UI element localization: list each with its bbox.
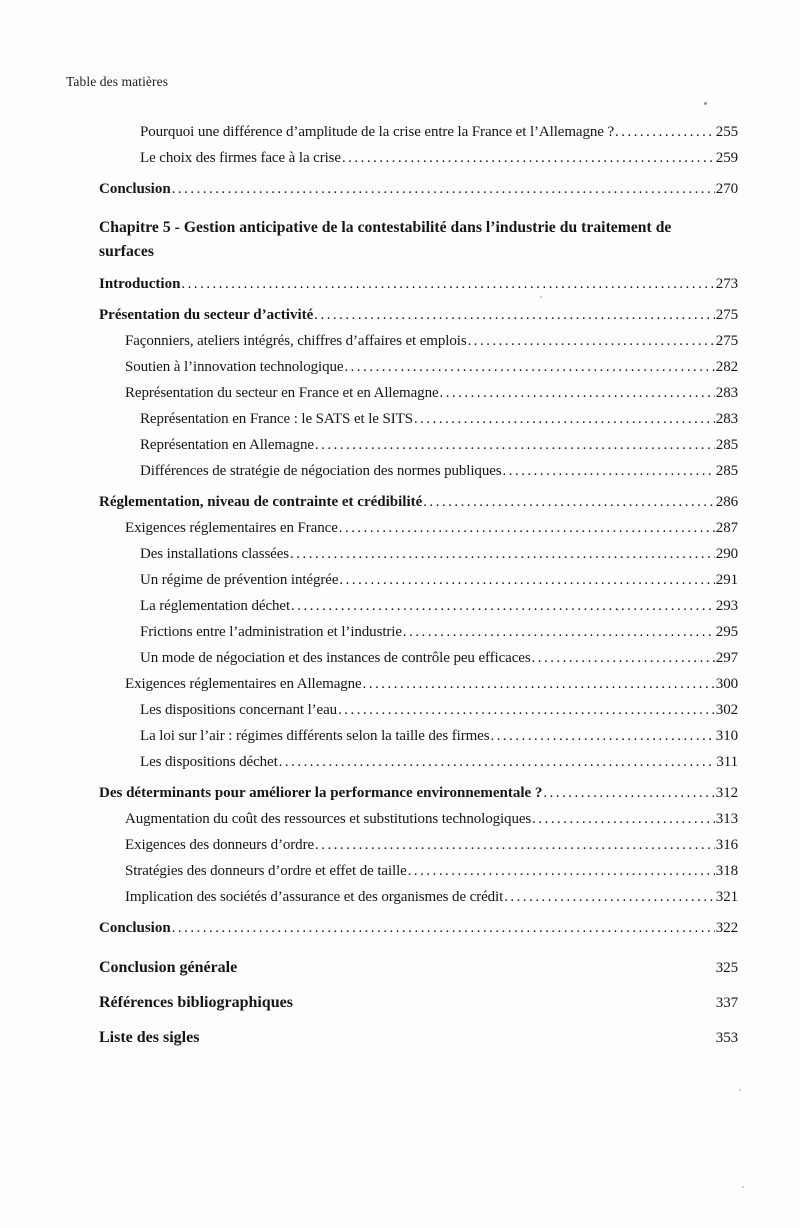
toc-entry-label: Des déterminants pour améliorer la performance environnementale ? (99, 785, 543, 801)
toc-entry-page-number: 283 (715, 411, 738, 427)
toc-entry (99, 723, 738, 749)
toc-entry-label: Stratégies des donneurs d’ordre et effet de taille (125, 863, 407, 879)
toc-entry (99, 749, 738, 775)
toc-entry-label: La réglementation déchet (140, 598, 291, 614)
scan-speck (742, 1186, 744, 1188)
toc-entry-label: Exigences réglementaires en Allemagne (125, 676, 362, 692)
dot-leader (290, 541, 715, 567)
toc-entry-page-number: 321 (715, 889, 738, 905)
toc-entry-page-number: 353 (715, 1030, 738, 1046)
dot-leader (338, 697, 715, 723)
dot-leader (403, 619, 715, 645)
toc-entry-label: Exigences des donneurs d’ordre (125, 837, 315, 853)
toc-entry-page-number: 291 (715, 572, 738, 588)
dot-leader (408, 858, 715, 884)
toc-entry (99, 884, 738, 910)
toc-entry-label: Augmentation du coût des ressources et substitutions technologiques (125, 811, 532, 827)
dot-leader (504, 884, 715, 910)
toc-entry (99, 990, 738, 1016)
toc-entry-page-number: 337 (715, 995, 738, 1011)
toc-entry (99, 271, 738, 297)
toc-entry (99, 119, 738, 145)
chapter-heading: Chapitre 5 - Gestion anticipative de la contestabilité dans l’industrie du traitement de surfaces (99, 219, 672, 260)
toc-entry-page-number: 302 (715, 702, 738, 718)
toc-entry (99, 458, 738, 484)
toc-entry-label: Façonniers, ateliers intégrés, chiffres d’affaires et emplois (125, 333, 467, 349)
toc-entry (99, 593, 738, 619)
toc-entry-page-number: 259 (715, 150, 738, 166)
dot-leader (342, 145, 715, 171)
dot-leader (440, 380, 715, 406)
toc-entry (99, 354, 738, 380)
toc-entry-page-number: 283 (715, 385, 738, 401)
toc-entry (99, 567, 738, 593)
toc-entry (99, 645, 738, 671)
dot-leader (414, 406, 715, 432)
toc-entry (99, 489, 738, 515)
dot-leader (339, 567, 714, 593)
toc-entry-page-number: 325 (715, 960, 738, 976)
toc-entry (99, 406, 738, 432)
table-of-contents (99, 119, 738, 1051)
dot-leader (344, 354, 714, 380)
toc-entry-page-number: 295 (715, 624, 738, 640)
dot-leader (314, 302, 715, 328)
toc-entry-page-number: 287 (715, 520, 738, 536)
toc-entry (99, 915, 738, 941)
dot-leader (532, 806, 715, 832)
toc-entry-page-number: 311 (716, 754, 738, 770)
toc-entry-page-number: 290 (715, 546, 738, 562)
toc-entry (99, 832, 738, 858)
toc-entry (99, 858, 738, 884)
dot-leader (181, 271, 714, 297)
toc-entry (99, 806, 738, 832)
dot-leader (490, 723, 714, 749)
toc-entry-label: Pourquoi une différence d’amplitude de la crise entre la France et l’Allemagne ? (140, 124, 615, 140)
toc-entry-label: Un régime de prévention intégrée (140, 572, 339, 588)
toc-entry (99, 541, 738, 567)
toc-entry-label: Conclusion (99, 181, 171, 197)
toc-entry-page-number: 318 (715, 863, 738, 879)
dot-leader (615, 119, 715, 145)
toc-entry-label: Soutien à l’innovation technologique (125, 359, 344, 375)
toc-entry (99, 697, 738, 723)
toc-entry-label: Représentation en Allemagne (140, 437, 314, 453)
toc-entry (99, 780, 738, 806)
toc-entry-page-number: 273 (715, 276, 738, 292)
toc-entry-page-number: 285 (715, 437, 738, 453)
toc-entry (99, 515, 738, 541)
dot-leader (172, 176, 715, 202)
scan-speck (540, 296, 542, 298)
dot-leader (532, 645, 715, 671)
toc-entry-label: Exigences réglementaires en France (125, 520, 338, 536)
toc-entry-label: Présentation du secteur d’activité (99, 307, 314, 323)
toc-entry (99, 432, 738, 458)
toc-entry-page-number: 286 (715, 494, 738, 510)
toc-entry-page-number: 270 (715, 181, 738, 197)
toc-entry (99, 145, 738, 171)
toc-entry-page-number: 312 (715, 785, 738, 801)
toc-entry-page-number: 316 (715, 837, 738, 853)
dot-leader (172, 915, 715, 941)
scan-speck (739, 1089, 741, 1091)
toc-entry-page-number: 275 (715, 333, 738, 349)
toc-entry-page-number: 255 (715, 124, 738, 140)
toc-entry-label: Représentation du secteur en France et en Allemagne (125, 385, 439, 401)
dot-leader (291, 593, 715, 619)
toc-entry (99, 380, 738, 406)
toc-entry-label: Conclusion (99, 920, 171, 936)
toc-entry-label: Références bibliographiques (99, 994, 293, 1011)
toc-entry-label: Conclusion générale (99, 959, 238, 976)
toc-entry-label: Représentation en France : le SATS et le SITS (140, 411, 413, 427)
dot-leader (279, 749, 716, 775)
toc-entry (99, 302, 738, 328)
dot-leader (315, 832, 715, 858)
toc-entry (99, 328, 738, 354)
dot-leader (468, 328, 715, 354)
toc-entry-page-number: 285 (715, 463, 738, 479)
dot-leader (339, 515, 715, 541)
toc-entry (99, 176, 738, 202)
scan-speck (704, 102, 707, 105)
dot-leader (363, 671, 715, 697)
toc-entry-label: Les dispositions déchet (140, 754, 278, 770)
toc-entry-label: Liste des sigles (99, 1029, 200, 1046)
dot-leader (503, 458, 715, 484)
toc-entry (99, 619, 738, 645)
toc-entry-page-number: 300 (715, 676, 738, 692)
toc-entry-label: Implication des sociétés d’assurance et des organismes de crédit (125, 889, 504, 905)
toc-entry-page-number: 313 (715, 811, 738, 827)
toc-entry-page-number: 282 (715, 359, 738, 375)
toc-entry-label: Introduction (99, 276, 181, 292)
scan-speck (617, 609, 619, 611)
toc-entry-label: La loi sur l’air : régimes différents selon la taille des firmes (140, 728, 490, 744)
toc-entry (99, 671, 738, 697)
toc-entry-label: Un mode de négociation et des instances de contrôle peu efficaces (140, 650, 531, 666)
toc-entry-label: Différences de stratégie de négociation des normes publiques (140, 463, 502, 479)
toc-entry-page-number: 297 (715, 650, 738, 666)
toc-entry-label: Les dispositions concernant l’eau (140, 702, 338, 718)
toc-entry-label: Le choix des firmes face à la crise (140, 150, 341, 166)
toc-entry-page-number: 275 (715, 307, 738, 323)
toc-entry (99, 1025, 738, 1051)
toc-entry-label: Des installations classées (140, 546, 290, 562)
toc-entry (99, 955, 738, 981)
toc-entry-page-number: 322 (715, 920, 738, 936)
toc-entry-page-number: 310 (715, 728, 738, 744)
dot-leader (423, 489, 715, 515)
running-header: Table des matières (66, 74, 169, 89)
dot-leader (543, 780, 714, 806)
toc-entry-label: Frictions entre l’administration et l’industrie (140, 624, 402, 640)
dot-leader (315, 432, 715, 458)
toc-entry-page-number: 293 (715, 598, 738, 614)
toc-entry-label: Réglementation, niveau de contrainte et crédibilité (99, 494, 423, 510)
